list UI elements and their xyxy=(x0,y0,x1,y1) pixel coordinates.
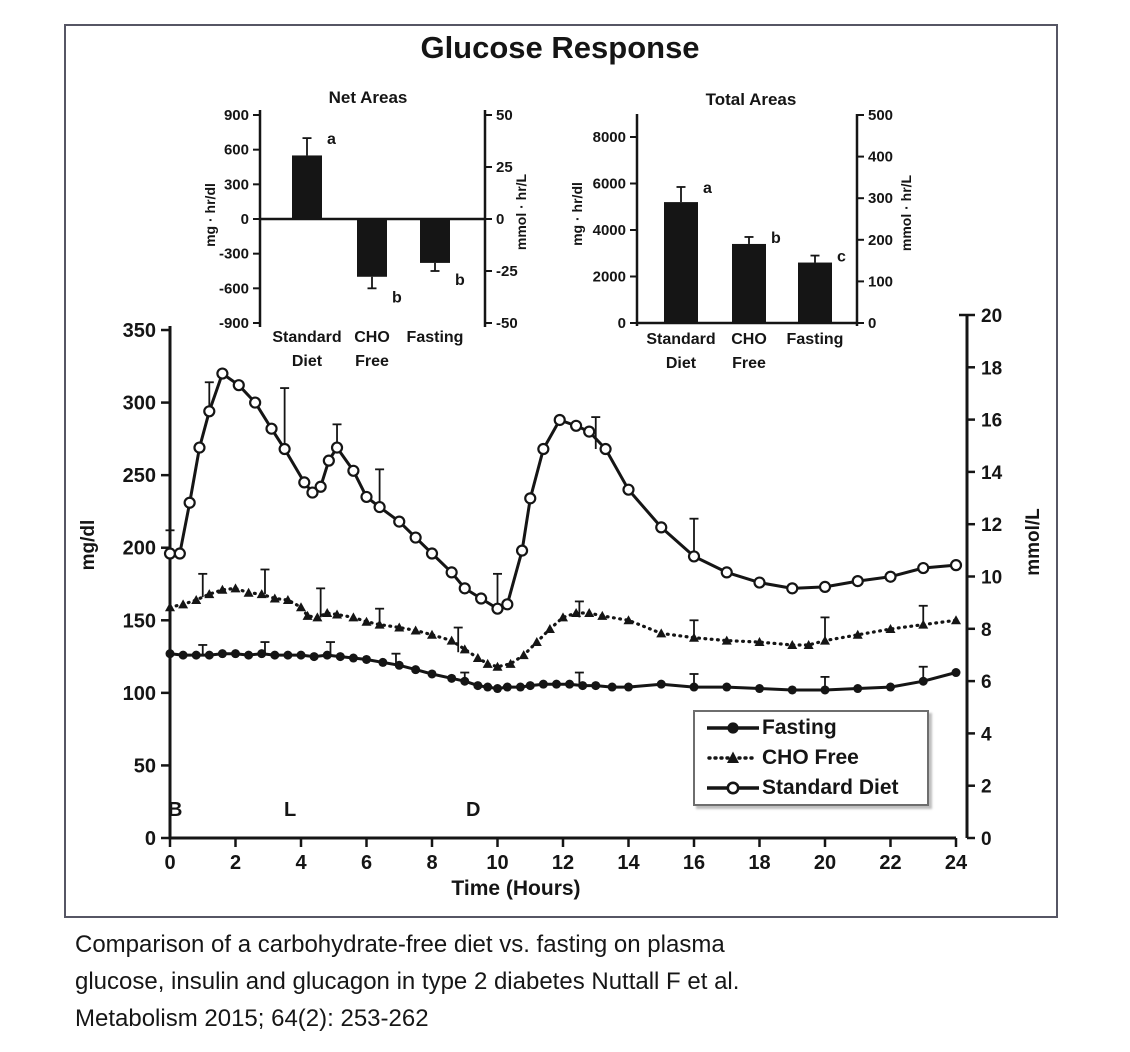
standard-diet-marker xyxy=(601,444,611,454)
standard-diet-marker xyxy=(689,551,699,561)
fasting-marker xyxy=(336,652,345,661)
fasting-marker xyxy=(349,654,358,663)
standard-diet-marker xyxy=(525,493,535,503)
total-areas-left-tick-label: 6000 xyxy=(592,175,626,193)
net-areas-right-tick-label: 50 xyxy=(496,107,513,124)
fasting-marker xyxy=(608,683,617,692)
cho-free-marker xyxy=(597,611,607,620)
main-y-left-tick-label: 50 xyxy=(133,755,156,778)
fasting-marker xyxy=(257,649,266,658)
main-x-tick-label: 2 xyxy=(229,852,242,874)
fasting-marker xyxy=(473,681,482,690)
standard-diet-marker xyxy=(280,444,290,454)
net-areas-bar xyxy=(357,219,387,277)
total-areas-left-tick-label: 0 xyxy=(617,315,626,332)
standard-diet-marker xyxy=(517,546,527,556)
meal-marker-dinner: D xyxy=(466,799,481,821)
fasting-marker xyxy=(526,681,535,690)
fasting-marker xyxy=(447,674,456,683)
standard-diet-marker xyxy=(332,443,342,453)
cho-free-marker xyxy=(244,588,254,597)
cho-free-marker xyxy=(918,620,928,629)
fasting-marker xyxy=(853,684,862,693)
cho-free-marker xyxy=(411,625,421,634)
fasting-marker xyxy=(821,685,830,694)
main-y-right-tick-label: 16 xyxy=(981,410,1003,432)
fasting-marker xyxy=(516,683,525,692)
main-y-right-tick-label: 20 xyxy=(981,306,1003,327)
net-areas-bar xyxy=(292,155,322,219)
net-areas-left-tick-label: -600 xyxy=(218,280,249,298)
total-areas-title: Total Areas xyxy=(705,90,797,109)
net-areas-right-tick-label: -25 xyxy=(496,263,518,280)
main-x-tick-label: 12 xyxy=(551,852,575,874)
fasting-marker xyxy=(539,680,548,689)
main-y-right-tick-label: 4 xyxy=(981,724,992,746)
total-areas-category-label: Diet xyxy=(665,355,697,372)
main-right-axis-label: mmol/L xyxy=(1023,508,1044,576)
standard-diet-marker xyxy=(204,406,214,416)
standard-diet-legend-marker-icon xyxy=(705,780,761,796)
standard-diet-marker xyxy=(853,576,863,586)
standard-diet-marker xyxy=(348,466,358,476)
standard-diet-marker xyxy=(411,533,421,543)
main-y-right-tick-label: 6 xyxy=(981,672,992,694)
standard-diet-marker xyxy=(165,549,175,559)
standard-diet-marker xyxy=(427,549,437,559)
fasting-marker xyxy=(297,651,306,660)
standard-diet-marker xyxy=(324,456,334,466)
fasting-marker xyxy=(624,683,633,692)
standard-diet-marker xyxy=(447,567,457,577)
total-areas-bar xyxy=(664,202,698,323)
main-y-left-tick-label: 200 xyxy=(122,537,156,560)
fasting-marker xyxy=(179,651,188,660)
standard-diet-marker xyxy=(185,498,195,508)
cho-free-marker xyxy=(656,628,666,637)
standard-diet-marker xyxy=(886,572,896,582)
standard-diet-marker xyxy=(571,421,581,431)
fasting-marker xyxy=(493,684,502,693)
standard-diet-marker xyxy=(299,477,309,487)
fasting-marker xyxy=(244,651,253,660)
cho-free-marker xyxy=(322,608,332,617)
main-x-tick-label: 10 xyxy=(486,852,509,874)
cho-free-marker xyxy=(362,617,372,626)
total-areas-right-tick-label: 100 xyxy=(868,273,894,291)
fasting-marker xyxy=(503,683,512,692)
fasting-marker xyxy=(231,649,240,658)
main-left-axis-label: mg/dl xyxy=(78,519,99,571)
net-areas-left-tick-label: 300 xyxy=(223,176,249,194)
fasting-marker xyxy=(755,684,764,693)
figure-title: Glucose Response xyxy=(420,30,700,65)
standard-diet-line xyxy=(170,374,956,609)
net-areas-title: Net Areas xyxy=(328,88,408,107)
legend-row-standard-diet xyxy=(705,773,927,803)
total-areas-category-label: Fasting xyxy=(786,331,844,348)
standard-diet-marker xyxy=(375,502,385,512)
main-x-tick-label: 8 xyxy=(426,852,438,874)
net-areas-sig-label: b xyxy=(392,289,402,307)
net-areas-left-tick-label: -300 xyxy=(218,245,249,263)
main-x-tick-label: 4 xyxy=(295,852,307,874)
net-areas-left-tick-label: 900 xyxy=(223,107,249,124)
total-areas-sig-label: b xyxy=(771,229,781,247)
total-areas-bar xyxy=(732,244,766,323)
fasting-marker xyxy=(722,683,731,692)
fasting-marker xyxy=(166,649,175,658)
total-areas-sig-label: a xyxy=(703,179,712,197)
fasting-marker xyxy=(657,680,666,689)
fasting-marker xyxy=(205,651,214,660)
standard-diet-marker xyxy=(820,582,830,592)
fasting-marker xyxy=(919,677,928,686)
cho-free-marker xyxy=(584,608,594,617)
fasting-marker xyxy=(323,651,332,660)
net-areas-right-tick-label: 25 xyxy=(496,159,513,176)
fasting-marker xyxy=(552,680,561,689)
legend-row-fasting xyxy=(705,713,927,743)
fasting-marker xyxy=(310,652,319,661)
net-areas-right-axis-label: mmol · hr/L xyxy=(513,173,529,251)
standard-diet-marker xyxy=(217,369,227,379)
total-areas-right-tick-label: 0 xyxy=(868,315,877,332)
standard-diet-marker xyxy=(951,560,961,570)
standard-diet-marker xyxy=(624,485,634,495)
standard-diet-marker xyxy=(194,443,204,453)
net-areas-right-tick-label: -50 xyxy=(496,315,518,332)
legend-label-standard-diet: Standard Diet xyxy=(762,776,899,799)
fasting-marker xyxy=(378,658,387,667)
total-areas-bar xyxy=(798,263,832,323)
main-x-tick-label: 18 xyxy=(748,852,771,874)
fasting-marker xyxy=(591,681,600,690)
cho-free-marker xyxy=(165,602,175,611)
caption-line-2: glucose, insulin and glucagon in type 2 diabetes Nuttall F et al. xyxy=(75,968,740,995)
standard-diet-marker xyxy=(316,482,326,492)
total-areas-category-label: Free xyxy=(732,355,766,372)
main-y-left-tick-label: 300 xyxy=(122,392,156,415)
main-y-left-tick-label: 0 xyxy=(144,828,156,850)
net-areas-category-label: CHO xyxy=(354,329,390,346)
main-x-tick-label: 14 xyxy=(617,852,640,874)
net-areas-left-tick-label: 0 xyxy=(240,211,249,228)
total-areas-category-label: Standard xyxy=(646,331,716,348)
total-areas-left-axis-label: mg · hr/dl xyxy=(569,182,585,246)
meal-marker-breakfast: B xyxy=(168,799,183,821)
legend-row-cho-free xyxy=(705,743,927,773)
main-y-left-tick-label: 100 xyxy=(122,682,156,705)
total-areas-right-axis-label: mmol · hr/L xyxy=(898,174,914,252)
main-x-tick-label: 24 xyxy=(944,852,968,874)
net-areas-left-tick-label: 600 xyxy=(223,141,249,159)
main-x-tick-label: 20 xyxy=(813,852,837,874)
main-y-right-tick-label: 0 xyxy=(981,829,992,850)
fasting-marker xyxy=(788,685,797,694)
standard-diet-marker xyxy=(250,398,260,408)
fasting-marker xyxy=(886,683,895,692)
main-y-right-tick-label: 8 xyxy=(981,619,992,641)
net-areas-sig-label: a xyxy=(327,131,336,149)
standard-diet-marker xyxy=(918,563,928,573)
standard-diet-marker xyxy=(502,599,512,609)
fasting-marker xyxy=(952,668,961,677)
main-y-left-tick-label: 250 xyxy=(122,465,156,488)
main-y-left-tick-label: 150 xyxy=(122,610,156,633)
net-areas-category-label: Diet xyxy=(291,353,323,370)
total-areas-left-tick-label: 2000 xyxy=(592,268,626,286)
total-areas-left-tick-label: 8000 xyxy=(592,129,626,146)
fasting-marker xyxy=(395,661,404,670)
fasting-marker xyxy=(218,649,227,658)
standard-diet-marker xyxy=(460,583,470,593)
main-x-tick-label: 0 xyxy=(164,852,176,874)
main-y-right-tick-label: 12 xyxy=(981,515,1003,537)
total-areas-right-tick-label: 500 xyxy=(868,107,894,124)
figure-caption xyxy=(75,926,1085,1037)
x-axis-title: Time (Hours) xyxy=(451,877,581,900)
main-x-tick-label: 22 xyxy=(879,852,902,874)
fasting-marker xyxy=(283,651,292,660)
legend-label-cho-free: CHO Free xyxy=(762,746,859,769)
standard-diet-marker xyxy=(755,578,765,588)
meal-marker-lunch: L xyxy=(284,799,297,821)
standard-diet-marker xyxy=(476,594,486,604)
cho-free-legend-marker-icon xyxy=(705,750,761,766)
main-y-right-tick-label: 14 xyxy=(981,462,1003,484)
fasting-marker xyxy=(270,651,279,660)
standard-diet-marker xyxy=(234,380,244,390)
main-x-tick-label: 6 xyxy=(360,852,373,874)
fasting-marker xyxy=(192,651,201,660)
standard-diet-marker xyxy=(555,415,565,425)
fasting-marker xyxy=(690,683,699,692)
net-areas-category-label: Fasting xyxy=(406,329,464,346)
main-y-right-tick-label: 2 xyxy=(981,776,992,798)
main-y-right-tick-label: 18 xyxy=(981,358,1003,380)
fasting-marker xyxy=(483,683,492,692)
caption-line-1: Comparison of a carbohydrate-free diet vs. fasting on plasma xyxy=(75,931,725,958)
total-areas-category-label: CHO xyxy=(731,331,767,348)
standard-diet-marker xyxy=(175,549,185,559)
net-areas-bar xyxy=(420,219,450,263)
standard-diet-marker xyxy=(584,427,594,437)
main-y-right-tick-label: 10 xyxy=(981,567,1003,589)
standard-diet-marker xyxy=(493,604,503,614)
total-areas-right-tick-label: 400 xyxy=(868,148,894,166)
fasting-marker xyxy=(460,677,469,686)
cho-free-marker xyxy=(348,612,358,621)
standard-diet-marker xyxy=(722,567,732,577)
total-areas-sig-label: c xyxy=(837,248,846,266)
standard-diet-marker xyxy=(267,424,277,434)
standard-diet-marker xyxy=(787,583,797,593)
fasting-marker xyxy=(578,681,587,690)
standard-diet-marker xyxy=(538,444,548,454)
fasting-marker xyxy=(362,655,371,664)
main-y-left-tick-label: 350 xyxy=(122,320,156,343)
cho-free-marker xyxy=(178,599,188,608)
fasting-marker xyxy=(411,665,420,674)
standard-diet-marker xyxy=(656,522,666,532)
fasting-legend-marker-icon xyxy=(705,720,761,736)
fasting-marker xyxy=(565,680,574,689)
main-x-tick-label: 16 xyxy=(682,852,706,874)
total-areas-right-tick-label: 200 xyxy=(868,231,894,249)
legend-label-fasting: Fasting xyxy=(762,716,837,739)
total-areas-right-tick-label: 300 xyxy=(868,190,894,208)
net-areas-category-label: Free xyxy=(355,353,389,370)
net-areas-category-label: Standard xyxy=(272,329,342,346)
cho-free-marker xyxy=(951,615,961,624)
net-areas-left-axis-label: mg · hr/dl xyxy=(202,183,218,247)
cho-free-marker xyxy=(447,636,457,645)
total-areas-left-tick-label: 4000 xyxy=(592,222,626,239)
caption-line-3: Metabolism 2015; 64(2): 253-262 xyxy=(75,1005,429,1032)
fasting-marker xyxy=(428,669,437,678)
legend-box xyxy=(693,710,929,806)
standard-diet-marker xyxy=(394,517,404,527)
standard-diet-marker xyxy=(362,492,372,502)
net-areas-left-tick-label: -900 xyxy=(218,315,249,332)
net-areas-sig-label: b xyxy=(455,272,465,289)
net-areas-right-tick-label: 0 xyxy=(496,211,505,228)
